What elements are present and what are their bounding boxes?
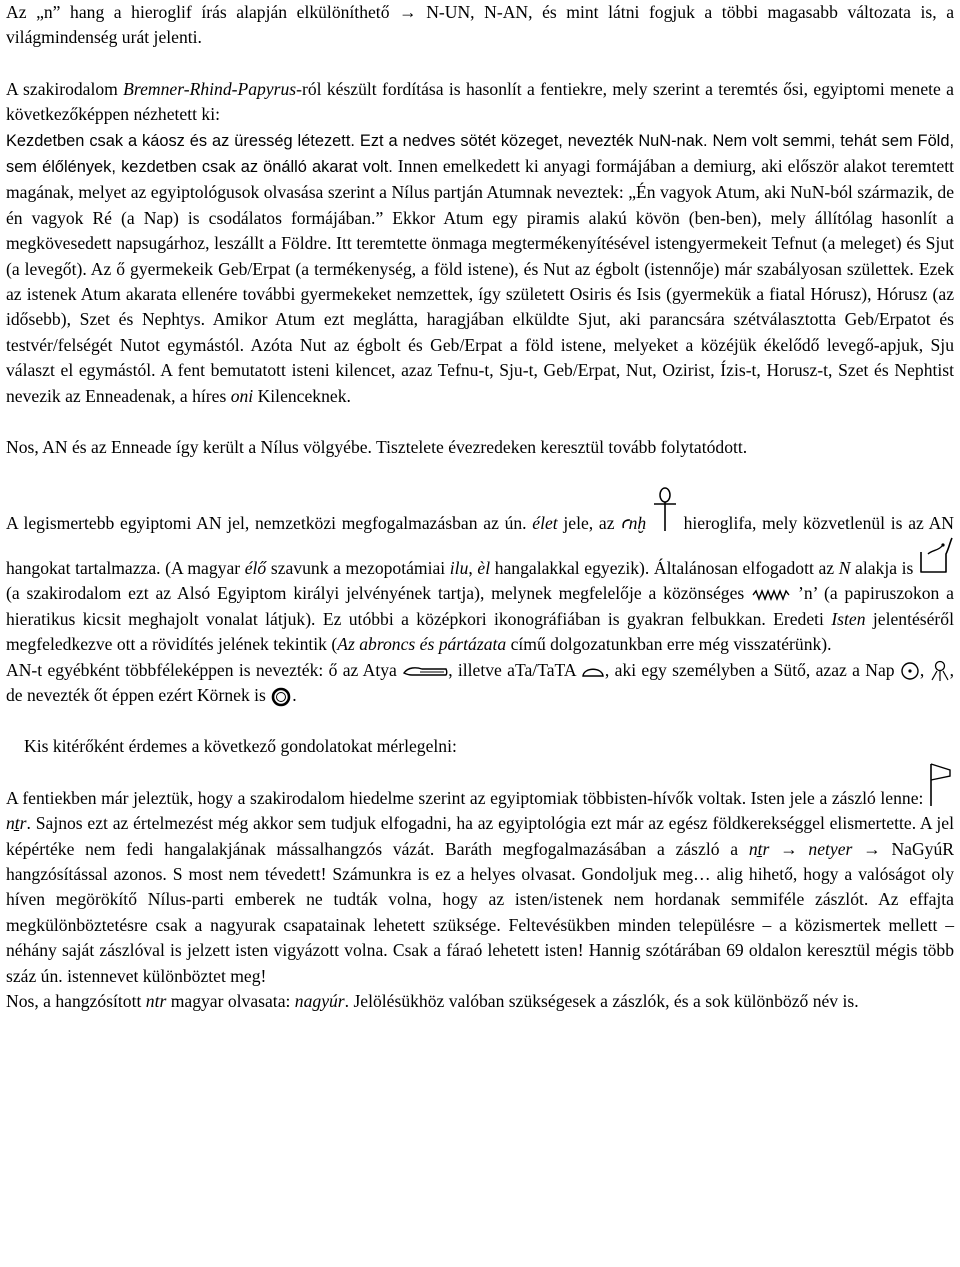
ankh-icon <box>652 487 678 533</box>
paragraph-1: Az „n” hang a hieroglif írás alapján elkülöníthető → N-UN, N-AN, és mint látni fogjuk a többi magasabb változata is, a világmindenség urát jelenti. <box>6 2 954 48</box>
red-crown-icon <box>918 536 954 578</box>
papyrus-title: Bremner-Rhind-Papyrus <box>123 78 297 99</box>
sun-rays-icon <box>930 660 950 682</box>
flag-netjer-icon <box>928 760 954 808</box>
paragraph-4: Nos, AN és az Enneade így került a Nílus völgyébe. Tisztelete évezredeken keresztül tovább folytatódott. <box>6 437 748 458</box>
paragraph-6: AN-t egyébként többféleképpen is nevezték: ő az Atya , illetve aTa/TaTA , aki egy személyben a Sütő, azaz a Nap , , de nevezték őt éppen ezért Körnek is . <box>6 658 954 709</box>
paragraph-8: A fentiekben már jeleztük, hogy a szakirodalom hiedelme szerint az egyiptomiak többisten-hívők voltak. Isten jele a zászló lenne: nṯr. Sajnos ezt az értelmezést még akkor sem tudjuk elfogadni, ha az egyiptológia ezt már az egész földkerekséggel elismertette. A jel képértéke nem fedi hangalakjának mássalhangzós vázát. Baráth megfogalmazásában a zászló a nṯr → netyer → NaGyúR hangzósítással azonos. S most nem tévedett! Számunkra is ez a helyes olvasat. Gondoljuk meg… alig hihető, hogy a valóságot oly híven megörökítő Nílus-parti emberek ne tudták volna, hogy az isten/istenek nem hordanak semmiféle zászlót. Az effajta megkülönböztetésre csak a nagyurak csapatainak lehetett szüksége. Feltevésükben minden településre – a közismertek mellett – néhány saját zászlóval is jelzett isten vigyázott volna. Csak a fáraó lehetett isten! Hannig szótárában 69 oldalon keresztül mégis több száz ún. istennevet különböztet meg! <box>6 760 954 989</box>
paragraph-9: Nos, a hangzósított ntr magyar olvasata: nagyúr. Jelölésükhöz valóban szükségesek a zászlók, és a sok különböző név is. <box>6 991 859 1011</box>
paragraph-7: Kis kitérőként érdemes a következő gondolatokat mérlegelni: <box>24 736 457 757</box>
paragraph-2: A szakirodalom Bremner-Rhind-Papyrus-ról készült fordítása is hasonlít a fentiekre, mely szerint a teremtés ősi, egyiptomi menete a következőképpen nézhetett ki: <box>6 78 954 125</box>
bread-loaf-icon <box>581 664 605 678</box>
document-page <box>6 0 954 1014</box>
paragraph-5: A legismertebb egyiptomi AN jel, nemzetközi megfogalmazásban az ún. élet jele, az ꜥnḫ hieroglifa, mely közvetlenül is az AN hangokat tartalmazza. (A magyar élő szavunk a mezopotámiai ilu, èl hangalakkal egyezik). Általánosan elfogadott az N alakja is (a szakirodalom ezt az Alsó Egyiptom királyi jelvényének tartja), melynek megfelelője a közönséges ’n’ (a papiruszokon a hieratikus kicsit meghajolt vonalat látjuk). Ez utóbbi a középkori ikonográfiában is gyakran felbukkan. Eredeti Isten jelentéséről megfeledkezve ott a rövidítés jelének tekintik (Az abroncs és pártázata című dolgozatunkban erre még visszatérünk). <box>6 487 954 658</box>
paragraph-3: Kezdetben csak a káosz és az üresség létezett. Ezt a nedves sötét közeget, nevezték NuN-nak. Nem volt semmi, tehát sem Föld, sem élőlények, kezdetben csak az önálló akarat volt. Innen emelkedett ki anyagi formájában a demiurg, aki először alakot teremtett magának, melyet az egyiptológusok olvasása szerint a Nílus partján Atumnak neveztek: „Én vagyok Atum, aki NuN-ból származik, de én vagyok Ré (a Nap) is csodálatos formájában.” Ekkor Atum egy piramis alakú kövön (ben-ben), mely állítólag hasonlít a megkövesedett napsugárhoz, leszállt a Földre. Itt teremtette önmaga megtermékenyítésével istengyermekeit Tefnut (a meleget) és Sjut (a levegőt). Az ő gyermekeik Geb/Erpat (a termékenység, a föld istene), és Nut az égbolt (istennője) már szabályosan születtek. Ezek az istenek Atum akarata ellenére további gyermekeket nemzettek, így született Osiris és Isis (gyermekük a fiatal Hórusz), Hórusz (az idősebb), Szet és Nephtys. Amikor Atum ezt meglátta, haragjában elküldte Sjut, aki parancsára szétválasztotta Geb/Erpatot és testvér/felségét Nutot egymástól. Azóta Nut az égbolt és Geb/Erpat a föld istene, melyeket a közéjük ékelődő levegő-apjuk, Sju választ el egymástól. A fent bemutatott isteni kilencet, azaz Tefnu-t, Sju-t, Geb/Erpat, Nut, Ozirist, Ízis-t, Horusz-t, Szet és Nephtist nevezik az Enneadenak, a híres oni Kilenceknek. <box>6 131 954 406</box>
circle-icon <box>270 686 292 708</box>
anx-transliteration: ꜥnḫ <box>620 512 647 533</box>
water-ripple-icon <box>751 589 791 601</box>
viper-icon <box>402 664 448 678</box>
sun-disk-icon <box>900 661 920 681</box>
